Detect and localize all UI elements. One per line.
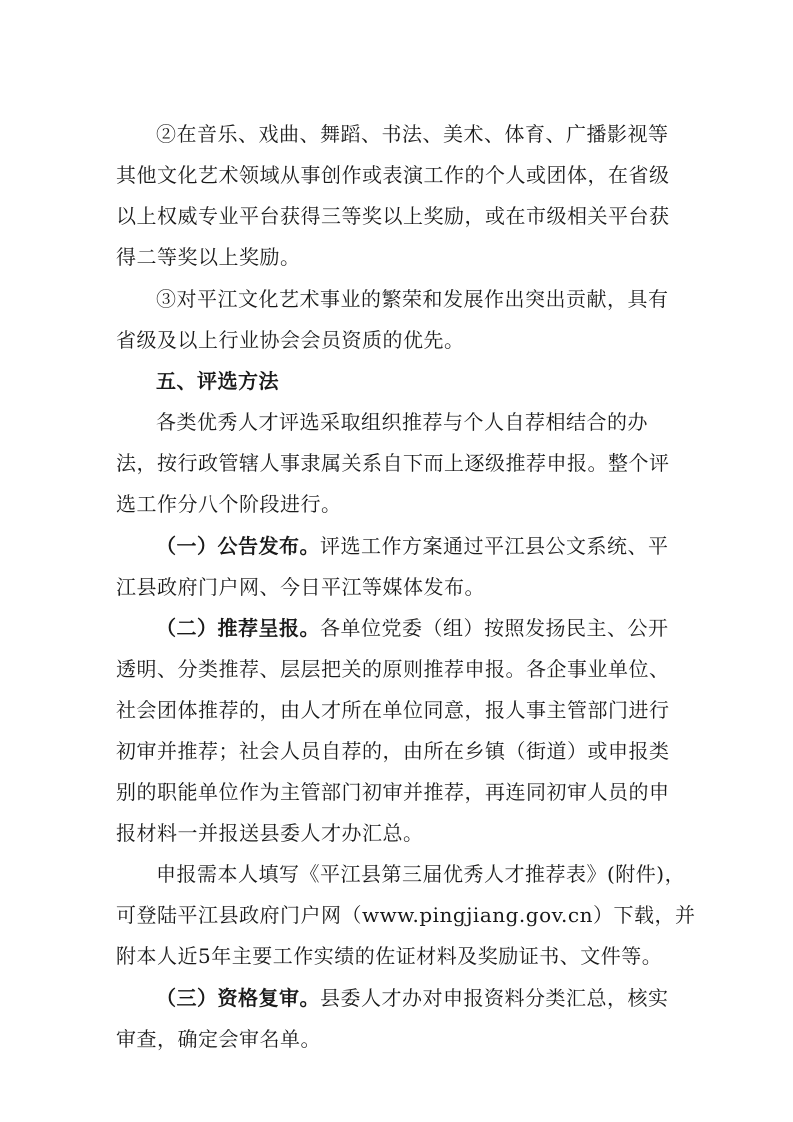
text-line: 江县政府门户网、今日平江等媒体发布。 [116, 575, 485, 599]
text-line [156, 530, 686, 562]
text-line: ②在音乐、戏曲、舞蹈、书法、美术、体育、广播影视等 [156, 122, 669, 146]
text-line: 省级及以上行业协会会员资质的优先。 [116, 328, 465, 352]
stage-title: （二）推荐呈报。 [156, 616, 320, 640]
text-line: 可登陆平江县政府门户网（www.pingjiang.gov.cn）下载，并 [116, 903, 696, 927]
stage-text: 评选工作方案通过平江县公文系统、平 [320, 534, 669, 558]
stage-title: （三）资格复审。 [156, 986, 320, 1010]
text-line: 选工作分八个阶段进行。 [116, 492, 342, 516]
text-line: 别的职能单位作为主管部门初审并推荐，再连同初审人员的申 [116, 780, 670, 804]
text-line: ③对平江文化艺术事业的繁荣和发展作出突出贡献，具有 [156, 287, 669, 311]
text-line [156, 982, 686, 1014]
stage-text: 各单位党委（组）按照发扬民主、公开 [320, 616, 669, 640]
section-heading: 五、评选方法 [156, 369, 279, 393]
text-line: 申报需本人填写《平江县第三届优秀人才推荐表》(附件)， [156, 862, 686, 886]
text-line: 初审并推荐；社会人员自荐的，由所在乡镇（街道）或申报类 [116, 739, 670, 763]
text-line: 透明、分类推荐、层层把关的原则推荐申报。各企事业单位、 [116, 657, 670, 681]
text-line: 得二等奖以上奖励。 [116, 245, 301, 269]
text-line: 报材料一并报送县委人才办汇总。 [116, 821, 424, 845]
stage-title: （一）公告发布。 [156, 534, 320, 558]
text-line: 各类优秀人才评选采取组织推荐与个人自荐相结合的办 [156, 410, 648, 434]
text-line: 法，按行政管辖人事隶属关系自下而上逐级推荐申报。整个评 [116, 451, 670, 475]
text-line: 审查，确定会审名单。 [116, 1027, 321, 1051]
text-line: 其他文化艺术领域从事创作或表演工作的个人或团体，在省级 [116, 163, 670, 187]
text-line: 附本人近5年主要工作实绩的佐证材料及奖励证书、文件等。 [116, 944, 663, 968]
text-line [156, 612, 686, 644]
stage-text: 县委人才办对申报资料分类汇总，核实 [320, 986, 669, 1010]
text-line: 以上权威专业平台获得三等奖以上奖励，或在市级相关平台获 [116, 204, 670, 228]
text-line: 社会团体推荐的，由人才所在单位同意，报人事主管部门进行 [116, 698, 670, 722]
